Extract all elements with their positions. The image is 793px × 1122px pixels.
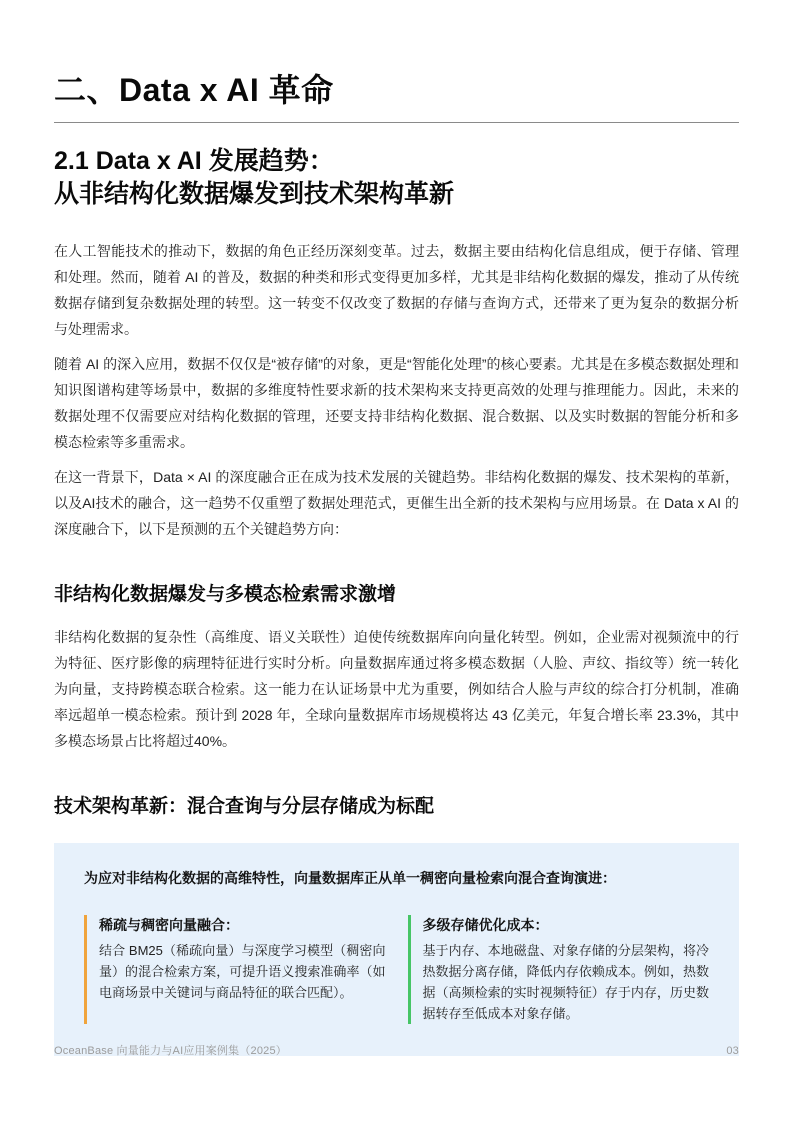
section-title — [54, 145, 739, 211]
section-title-line-1: 2.1 Data x AI 发展趋势： — [54, 146, 334, 175]
subsection-heading-architecture: 技术架构革新：混合查询与分层存储成为标配 — [54, 795, 435, 817]
page-footer — [54, 1042, 739, 1058]
intro-paragraph-3: 在这一背景下，Data × AI 的深度融合正在成为技术发展的关键趋势。非结构化数据的爆发、技术架构的革新，以及AI技术的融合，这一趋势不仅重塑了数据处理范式，更催生出全新的技术架构与应用场景。在 Data x AI 的深度融合下，以下是预测的五个关键趋势方向： — [54, 468, 739, 537]
page-title: 二、Data x AI 革命 — [54, 72, 334, 108]
section-title-line-2: 从非结构化数据爆发到技术架构革新 — [54, 179, 455, 208]
subsection-paragraph-multimodal: 非结构化数据的复杂性（高维度、语义关联性）迫使传统数据库向向量化转型。例如，企业需对视频流中的行为特征、医疗影像的病理特征进行实时分析。向量数据库通过将多模态数据（人脸、声纹、指纹等）统一转化为向量，支持跨模态联合检索。这一能力在认证场景中尤为重要，例如结合人脸与声纹的综合打分机制，准确率远超单一模态检索。预计到 2028 年，全球向量数据库市场规模将达 43 亿美元，年复合增长率 23.3%，其中多模态场景占比将超过40%。 — [54, 628, 739, 749]
callout-intro-text: 为应对非结构化数据的高维特性，向量数据库正从单一稠密向量检索向混合查询演进： — [84, 869, 616, 886]
title-divider — [54, 122, 739, 123]
callout-column-body: 结合 BM25（稀疏向量）与深度学习模型（稠密向量）的混合检索方案，可提升语义搜索准确率（如电商场景中关键词与商品特征的联合匹配）。 — [99, 942, 386, 1000]
footer-document-title: OceanBase 向量能力与AI应用案例集（2025） — [54, 1045, 288, 1057]
highlight-callout-box — [54, 843, 739, 1056]
callout-column-body: 基于内存、本地磁盘、对象存储的分层架构，将冷热数据分离存储，降低内存依赖成本。例如，热数据（高频检索的实时视频特征）存于内存，历史数据转存至低成本对象存储。 — [422, 942, 709, 1021]
intro-paragraph-1: 在人工智能技术的推动下，数据的角色正经历深刻变革。过去，数据主要由结构化信息组成，便于存储、管理和处理。然而，随着 AI 的普及，数据的种类和形式变得更加多样，尤其是非结构化数据的爆发，推动了从传统数据存储到复杂数据处理的转型。这一转变不仅改变了数据的存储与查询方式，还带来了更为复杂的数据分析与处理需求。 — [54, 242, 739, 337]
callout-column-title: 稀疏与稠密向量融合： — [99, 916, 239, 933]
callout-column-title: 多级存储优化成本： — [422, 916, 549, 933]
footer-page-number: 03 — [726, 1045, 739, 1057]
callout-column-tiered-storage — [408, 915, 710, 1024]
callout-columns — [84, 915, 709, 1024]
subsection-heading-multimodal: 非结构化数据爆发与多模态检索需求激增 — [54, 583, 397, 605]
intro-paragraph-2: 随着 AI 的深入应用，数据不仅仅是“被存储”的对象，更是“智能化处理”的核心要素。尤其是在多模态数据处理和知识图谱构建等场景中，数据的多维度特性要求新的技术架构来支持更高效的处理与推理能力。因此，未来的数据处理不仅需要应对结构化数据的管理，还要支持非结构化数据、混合数据、以及实时数据的智能分析和多模态检索等多重需求。 — [54, 355, 739, 450]
callout-column-sparse-dense — [84, 915, 386, 1024]
